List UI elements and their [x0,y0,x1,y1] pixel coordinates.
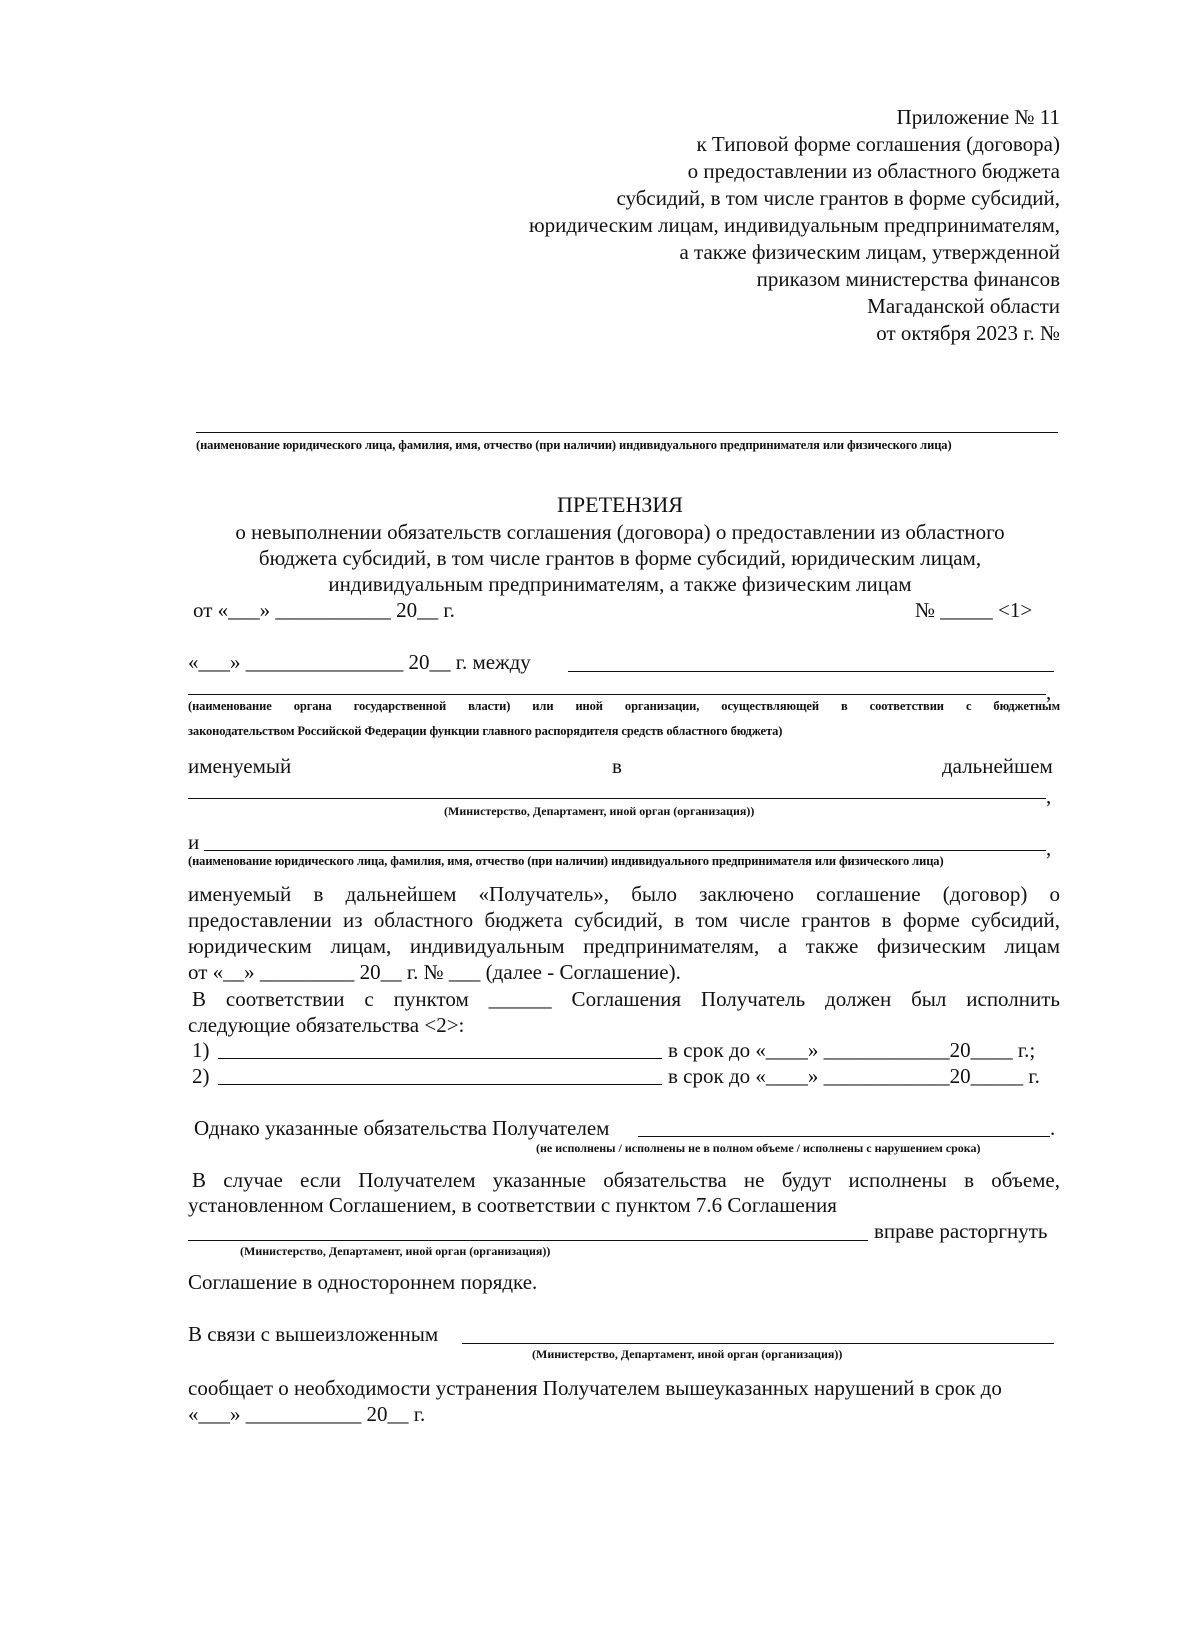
subtitle-line: о невыполнении обязательств соглашения (договора) о предоставлении из областного [235,520,1005,544]
annex-line: а также физическим лицам, утвержденной [679,240,1060,264]
paragraph-line: установленном Соглашением, в соответствии с пунктом 7.6 Соглашения [188,1193,837,1217]
paragraph-line: от «__» _________ 20__ г. № ___ (далее - Соглашение). [188,960,681,984]
recipient-caption-2: (наименование юридического лица, фамилия, имя, отчество (при наличии) индивидуального предпринимателя или физического лица) [188,854,944,868]
between-label: «___» _______________ 20__ г. между [188,650,531,674]
annex-line: юридическим лицам, индивидуальным предпринимателям, [528,213,1060,237]
period: . [1050,1116,1056,1140]
comma: , [1046,836,1052,860]
ministry-short-name-line[interactable] [188,798,1046,799]
final-line: сообщает о необходимости устранения Получателем вышеуказанных нарушений в срок до [188,1376,1002,1400]
paragraph-line: предоставлении из областного бюджета субсидий, в том числе грантов в форме субсидий, [188,908,1060,932]
annex-line: Магаданской области [867,294,1060,318]
document-title: ПРЕТЕНЗИЯ [557,492,683,517]
however-text: Однако указанные обязательства Получателем [194,1116,610,1140]
authority-caption: (наименование органа государственной власти) или иной организации, осуществляющей в соответствии с бюджетным [188,699,1060,713]
ministry-caption-2: (Министерство, Департамент, иной орган (организация)) [240,1244,551,1258]
ministry-caption: (Министерство, Департамент, иной орган (организация)) [444,804,755,818]
named-word: в [612,754,622,778]
obligation-term: в срок до «____» ____________20____ г.; [668,1038,1036,1062]
subtitle-line: индивидуальным предпринимателям, а также физическим лицам [328,572,912,596]
annex-line: Приложение № 11 [896,105,1060,129]
paragraph-line: именуемый в дальнейшем «Получатель», было заключено соглашение (договор) о [188,882,1060,906]
claim-number: № _____ <1> [915,598,1033,622]
obligation-field[interactable] [218,1058,662,1059]
ministry-field-2[interactable] [462,1343,1054,1344]
annex-header [529,104,1060,347]
annex-line: о предоставлении из областного бюджета [687,159,1060,183]
recipient-name-line[interactable] [196,432,1058,433]
annex-line: приказом министерства финансов [756,267,1060,291]
consequence-text: В связи с вышеизложенным [188,1322,439,1346]
annex-line: субсидий, в том числе грантов в форме субсидий, [616,186,1060,210]
paragraph-line: юридическим лицам, индивидуальным предпринимателям, а также физическим лицам [188,934,1060,958]
right-to-terminate: вправе расторгнуть [874,1219,1048,1243]
paragraph-line: следующие обязательства <2>: [188,1013,465,1037]
obligation-term: в срок до «____» ____________20_____ г. [668,1064,1040,1088]
authority-name-line[interactable] [568,671,1054,672]
obligation-number: 2) [192,1064,210,1088]
obligation-number: 1) [192,1038,210,1062]
named-word: дальнейшем [942,754,1053,778]
paragraph-line: В соответствии с пунктом ______ Соглашения Получатель должен был исполнить [192,987,1060,1011]
authority-name-line-2[interactable] [188,694,1046,695]
annex-line: от октября 2023 г. № [876,321,1060,345]
and-word: и [188,830,200,854]
unilateral-text: Соглашение в одностороннем порядке. [188,1270,538,1294]
ministry-field[interactable] [188,1240,868,1241]
named-word: именуемый [188,754,292,778]
subtitle-line: бюджета субсидий, в том числе грантов в форме субсидий, юридическим лицам, [258,546,982,570]
claim-date: от «___» ___________ 20__ г. [193,598,455,622]
annex-line: к Типовой форме соглашения (договора) [696,132,1060,156]
authority-caption: законодательством Российской Федерации функции главного распорядителя средств областного бюджета) [188,724,783,738]
comma: , [1046,784,1052,808]
however-caption: (не исполнены / исполнены не в полном объеме / исполнены с нарушением срока) [536,1141,981,1155]
recipient-name-line-2[interactable] [204,850,1046,851]
paragraph-line: В случае если Получателем указанные обязательства не будут исполнены в объеме, [192,1168,1060,1192]
ministry-caption-3: (Министерство, Департамент, иной орган (организация)) [532,1347,843,1361]
obligation-field[interactable] [218,1084,662,1085]
comma: , [1046,680,1052,704]
final-line: «___» ___________ 20__ г. [188,1402,426,1426]
recipient-caption: (наименование юридического лица, фамилия, имя, отчество (при наличии) индивидуального предпринимателя или физического лица) [196,438,952,452]
violation-type-field[interactable] [638,1136,1050,1137]
